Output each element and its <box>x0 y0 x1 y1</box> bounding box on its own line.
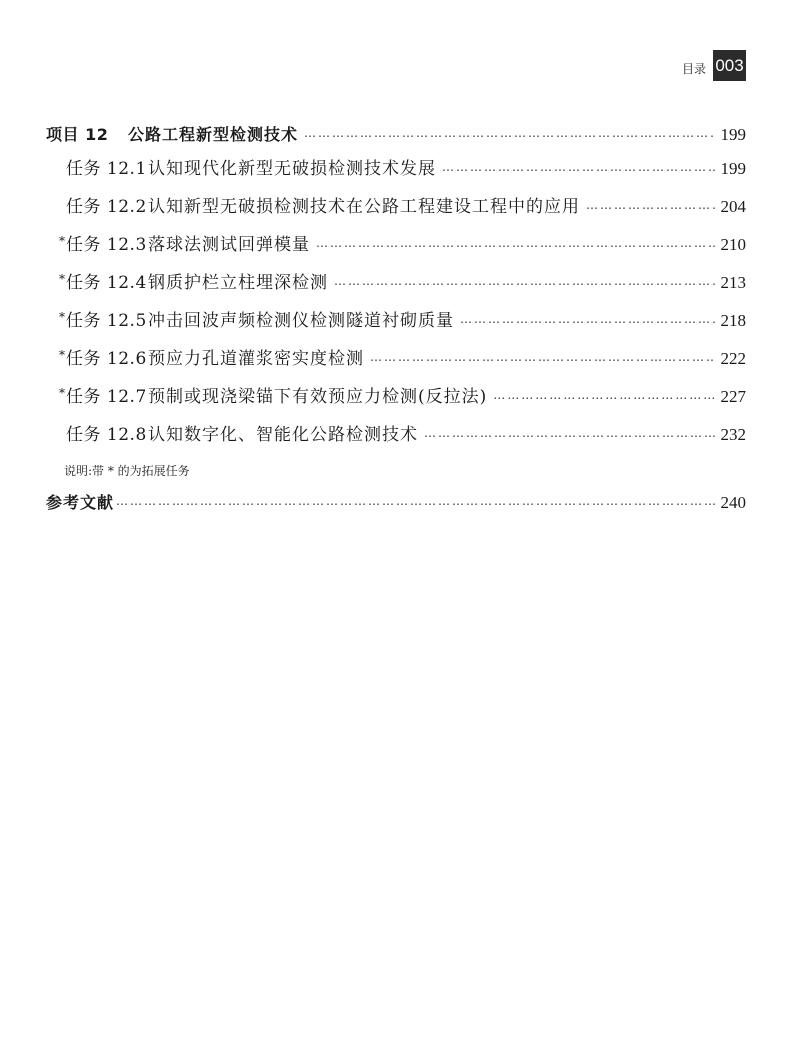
project-page: 199 <box>720 125 746 144</box>
task-number: 任务 12.2 <box>66 197 147 217</box>
leader-dots <box>493 380 714 410</box>
toc-task-entry[interactable] <box>46 154 746 192</box>
task-title: 认知现代化新型无破损检测技术发展 <box>148 159 436 179</box>
task-number: 任务 12.8 <box>66 425 147 445</box>
running-header-label: 目录 <box>681 62 706 76</box>
note-text: 说明:带 * 的为拓展任务 <box>64 464 190 478</box>
toc-task-entry[interactable] <box>46 420 746 458</box>
leader-dots <box>424 418 715 448</box>
leader-dots <box>586 190 715 220</box>
task-title: 预应力孔道灌浆密实度检测 <box>148 349 364 369</box>
task-number: 任务 12.7 <box>66 387 147 407</box>
task-title: 冲击回波声频检测仪检测隧道衬砌质量 <box>148 311 454 331</box>
header-page-number: 003 <box>713 50 746 81</box>
leader-dots <box>442 152 715 182</box>
task-number: 任务 12.4 <box>66 273 147 293</box>
task-page: 218 <box>720 311 746 330</box>
task-title: 钢质护栏立柱埋深检测 <box>148 273 328 293</box>
leader-dots <box>316 228 715 258</box>
references-page: 240 <box>720 493 746 512</box>
task-list <box>46 154 746 458</box>
task-title: 预制或现浇梁锚下有效预应力检测(反拉法) <box>148 387 488 407</box>
extension-marker: * <box>59 386 65 400</box>
task-page: 210 <box>720 235 746 254</box>
references-title: 参考文献 <box>46 493 115 512</box>
task-number: 任务 12.1 <box>66 159 147 179</box>
extension-marker: * <box>59 272 65 286</box>
project-title: 公路工程新型检测技术 <box>128 125 299 144</box>
leader-dots <box>460 304 715 334</box>
leader-dots <box>370 342 715 372</box>
toc-references-entry[interactable] <box>46 488 746 526</box>
task-number: 任务 12.6 <box>66 349 147 369</box>
task-page: 204 <box>720 197 746 216</box>
extension-marker: * <box>59 310 65 324</box>
task-page: 227 <box>720 387 746 406</box>
task-number: 任务 12.3 <box>66 235 147 255</box>
toc-task-entry[interactable] <box>46 230 746 268</box>
task-page: 199 <box>720 159 746 178</box>
task-number: 任务 12.5 <box>66 311 147 331</box>
toc-task-entry[interactable] <box>46 306 746 344</box>
task-title: 认知新型无破损检测技术在公路工程建设工程中的应用 <box>148 197 580 217</box>
leader-dots <box>334 266 715 296</box>
leader-dots <box>304 118 714 148</box>
task-page: 213 <box>720 273 746 292</box>
table-of-contents <box>46 120 746 526</box>
extension-marker: * <box>59 348 65 362</box>
leader-dots <box>116 486 714 516</box>
toc-task-entry[interactable] <box>46 344 746 382</box>
toc-task-entry[interactable] <box>46 268 746 306</box>
task-page: 232 <box>720 425 746 444</box>
toc-task-entry[interactable] <box>46 382 746 420</box>
task-title: 落球法测试回弹模量 <box>148 235 310 255</box>
toc-task-entry[interactable] <box>46 192 746 230</box>
extension-marker: * <box>59 234 65 248</box>
toc-project-entry[interactable] <box>46 120 746 154</box>
project-number: 项目 12 <box>46 125 109 144</box>
task-page: 222 <box>720 349 746 368</box>
task-title: 认知数字化、智能化公路检测技术 <box>148 425 418 445</box>
